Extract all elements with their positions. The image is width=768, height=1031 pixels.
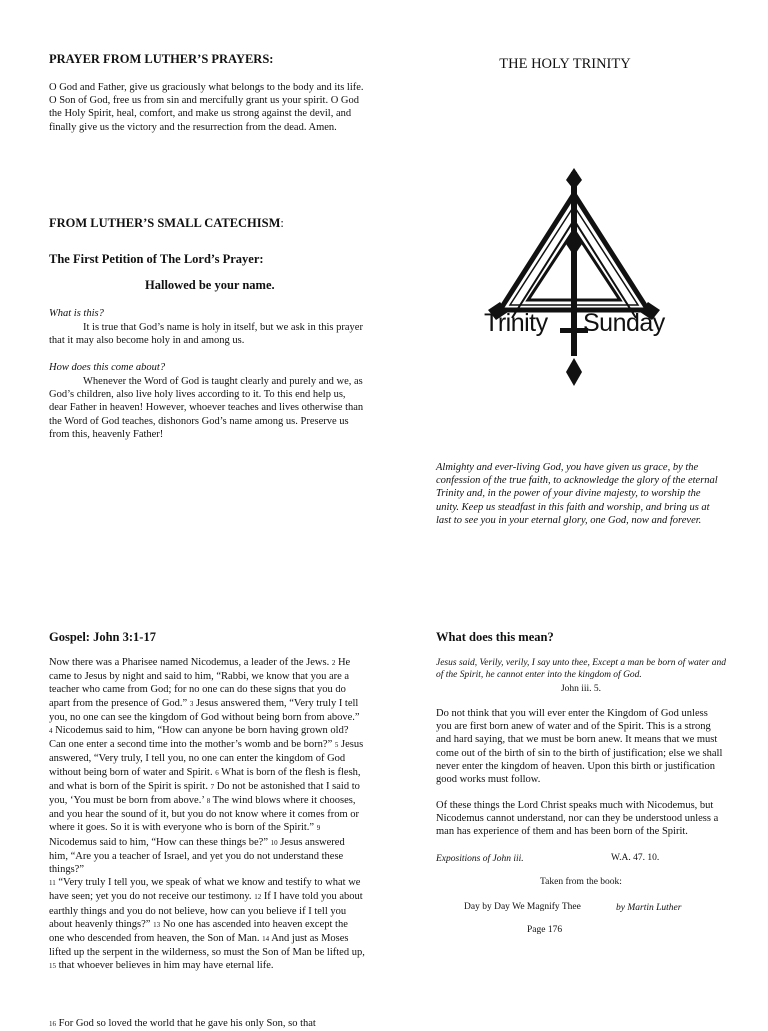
verse-4: Nicodemus said to him, “How can anyone be born having grown old? Can one enter a second time into the mother’s womb and be born?”	[49, 725, 349, 751]
verse-3: Jesus answered them, “Very truly I tell you, no one can see the kingdom of God without being born from above.”	[49, 697, 360, 723]
source-expositions: Expositions of John iii.	[436, 854, 524, 864]
verse-number: 16	[49, 1020, 56, 1028]
verse-number: 5	[334, 741, 339, 750]
petition-line: Hallowed be your name.	[145, 278, 275, 292]
logo-text-sunday: Sunday	[583, 309, 665, 337]
page-title: THE HOLY TRINITY	[499, 56, 631, 72]
answer-how-does: Whenever the Word of God is taught clearly and purely and we, as God’s children, also live holy lives according to it. To this end help us, dear Father in heaven! However, whoever teaches and lives otherwise than the Word of God teaches, dishonors God’s name among us. Preserve us from this, heavenly Father!	[49, 376, 364, 440]
verse-1: Now there was a Pharisee named Nicodemus, a leader of the Jews.	[49, 657, 330, 668]
trinity-symbol-icon	[482, 168, 666, 386]
verse-number: 14	[262, 935, 270, 944]
answer-what-is-this: It is true that God’s name is holy in itself, but we ask in this prayer that it may also become holy in and among us.	[49, 322, 363, 347]
verse-8: The wind blows where it chooses, and you hear the sound of it, but you do not know where it comes from or where it goes. So it is with everyone who is born of the Spirit.”	[49, 795, 359, 834]
verse-number: 2	[331, 659, 336, 667]
verse-9: Nicodemus said to him, “How can these things be?”	[49, 836, 268, 848]
verse-number: 11	[49, 879, 56, 888]
prayer-heading: PRAYER FROM LUTHER’S PRAYERS:	[49, 52, 274, 66]
collect-prayer: Almighty and ever-living God, you have given us grace, by the confession of the true faith, to acknowledge the glory of the eternal Trinity and, in the power of your divine majesty, to worship the unity. Keep us steadfast in this faith and worship, and bring us at last to see you in your eternal glory, one God, now and forever.	[436, 462, 718, 526]
book-title: Day by Day We Magnify Thee	[464, 902, 581, 912]
meaning-quote-ref: John iii. 5.	[560, 684, 602, 694]
verse-5: Jesus answered, “Very truly, I tell you, no one can enter the kingdom of God without being born of water and Spirit.	[49, 739, 364, 778]
gospel-text-continued	[49, 1017, 365, 1031]
verse-10: Jesus answered him, “Are you a teacher of Israel, and yet you do not understand these things?”	[49, 836, 345, 876]
verse-2: He came to Jesus by night and said to him, “Rabbi, we know that you are a teacher who came from God; for no one can do these signs that you do apart from the presence of God.”	[49, 657, 351, 709]
question-what-is-this: What is this?	[49, 308, 104, 319]
verse-number: 3	[189, 699, 194, 708]
verse-number: 15	[49, 962, 56, 971]
source-wa: W.A. 47. 10.	[611, 853, 660, 863]
meaning-paragraph-1: Do not think that you will ever enter the Kingdom of God unless you are first born anew of water and of the Spirit. This is a strong and hard saying, that we must be born anew. It means that we must come out of the birth of sin to the birth of justification; else we shall never enter the kingdom of heaven. Upon this birth or justification good works must follow.	[436, 708, 723, 786]
meaning-quote: Jesus said, Verily, verily, I say unto thee, Except a man be born of water and of the Spirit, he cannot enter into the kingdom of God.	[436, 658, 726, 680]
question-how-does: How does this come about?	[49, 362, 166, 373]
catechism-heading-text: FROM LUTHER’S SMALL CATECHISM	[49, 216, 281, 230]
catechism-colon: :	[280, 216, 284, 230]
verse-number: 12	[254, 893, 262, 902]
verse-number: 8	[206, 797, 211, 806]
prayer-text: O God and Father, give us graciously what belongs to the body and its life. O Son of God, free us from sin and mercifully grant us your spirit. O God the Holy Spirit, heal, comfort, and make us strong against the devil, and finally give us the victory and the resurrection from the dead. Amen.	[49, 82, 364, 133]
verse-6: What is born of the flesh is flesh, and what is born of the Spirit is spirit.	[49, 766, 361, 792]
petition-heading: The First Petition of The Lord’s Prayer:	[49, 252, 264, 266]
verse-13: No one has ascended into heaven except the one who descended from heaven, the Son of Man.	[49, 918, 348, 945]
verse-number: 10	[270, 838, 278, 847]
gospel-heading: Gospel: John 3:1-17	[49, 630, 156, 644]
catechism-heading	[49, 216, 284, 231]
trinity-sunday-logo	[482, 168, 666, 386]
verse-7: Do not be astonished that I said to you, ‘You must be born from above.’	[49, 780, 360, 807]
verse-number: 9	[316, 824, 321, 833]
logo-text-trinity: Trinity	[484, 309, 548, 337]
taken-from-label: Taken from the book:	[540, 877, 622, 887]
page-number: Page 176	[527, 925, 563, 935]
meaning-paragraph-2: Of these things the Lord Christ speaks much with Nicodemus, but Nicodemus cannot understand, nor can they be understood unless a man has experience of them and has been born of the Spirit.	[436, 800, 719, 838]
book-author: by Martin Luther	[616, 903, 682, 913]
verse-number: 6	[215, 768, 219, 777]
verse-number: 4	[49, 727, 53, 736]
verse-15: that whoever believes in him may have eternal life.	[58, 960, 274, 972]
verse-number: 13	[153, 920, 161, 929]
verse-number: 7	[210, 782, 215, 791]
verse-14: And just as Moses lifted up the serpent in the wilderness, so must the Son of Man be lifted up,	[49, 933, 365, 959]
verse-11: “Very truly I tell you, we speak of what we know and testify to what we have seen; yet you do not receive our testimony.	[49, 877, 361, 903]
verse-16: For God so loved the world that he gave his only Son, so that	[58, 1018, 316, 1029]
gospel-text	[49, 656, 365, 974]
verse-12: If I have told you about earthly things and you do not believe, how can you believe if I tell you about heavenly things?”	[49, 891, 363, 930]
meaning-heading: What does this mean?	[436, 630, 554, 644]
